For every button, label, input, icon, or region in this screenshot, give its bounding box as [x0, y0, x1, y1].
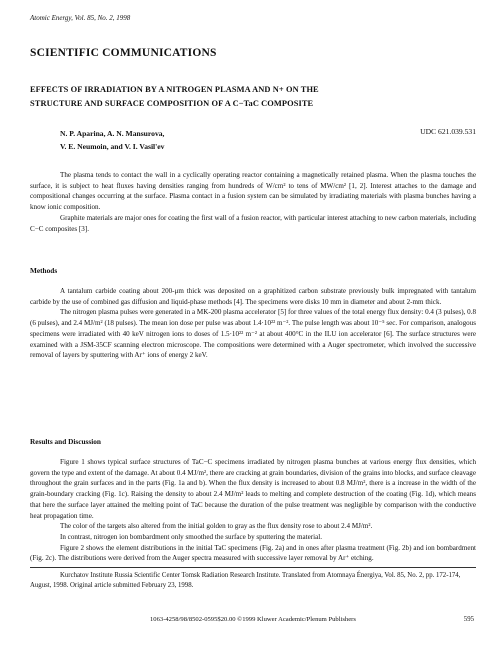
section-heading: SCIENTIFIC COMMUNICATIONS	[30, 47, 217, 59]
results-paragraph: Figure 2 shows the element distributions in the initial TaC specimens (Fig. 2a) and in ones after plasma treatment (Fig. 2b) and ion bombardment (Fig. 2c). The distributions were derived from the Auger spectra measured with successive layer removal by Ar⁺ etching.	[30, 543, 476, 563]
authors-line-2: V. E. Neumoin, and V. I. Vasil'ev	[60, 142, 165, 151]
intro-paragraph: Graphite materials are major ones for coating the first wall of a fusion reactor, with particular interest attaching to new carbon materials, including C−C composites [3].	[30, 213, 476, 233]
article-title	[30, 83, 480, 111]
methods-heading: Methods	[30, 266, 58, 275]
title-line-2: STRUCTURE AND SURFACE COMPOSITION OF A C−TaC COMPOSITE	[30, 99, 314, 108]
authors-line-1: N. P. Aparina, A. N. Mansurova,	[60, 129, 165, 138]
intro-section	[30, 170, 476, 234]
methods-section	[30, 286, 476, 361]
results-paragraph: The color of the targets also altered from the initial golden to gray as the flux density rose to about 2.4 MJ/m².	[60, 522, 373, 531]
udc-code: UDC 621.039.531	[420, 127, 476, 136]
results-heading: Results and Discussion	[30, 437, 101, 446]
results-section	[30, 457, 476, 564]
authors	[60, 127, 164, 153]
copyright-line: 1063-4258/98/8502-0595$20.00 ©1999 Kluwer Academic/Plenum Publishers	[150, 616, 356, 623]
footnote-divider	[30, 567, 476, 568]
footnote-text: Kurchatov Institute Russia Scientific Center Tomsk Radiation Research Institute. Translated from Atomnaya Énergiya, Vol. 85, No. 2, pp. 172-174, August, 1998. Original article submitted February 23, 1998.	[30, 572, 461, 589]
results-paragraph: In contrast, nitrogen ion bombardment only smoothed the surface by sputtering the material.	[60, 532, 323, 541]
intro-paragraph: The plasma tends to contact the wall in a cyclically operating reactor containing a magnetically retained plasma. When the plasma touches the surface, it is subject to heat fluxes having densities ranging from hundreds of W/cm² to tens of MW/cm² [1, 2]. Interest attaches to the damage and compositional changes occurring at the surface. Plasma contact in a fusion system can be simulated by irradiating materials with plasma bunches having a know ionic composition.	[30, 171, 476, 212]
methods-paragraph: The nitrogen plasma pulses were generated in a MK-200 plasma accelerator [5] for three values of the total energy flux density: 0.4 (3 pulses), 0.8 (6 pulses), and 2.4 MJ/m² (18 pulses). The mean ion dose per pulse was about 1.4·10²² m⁻². The pulse length was about 10⁻⁵ sec. For comparison, analogous specimens were irradiated with 40 keV nitrogen ions to doses of 1.5·10²² m⁻² at about 400°C in the ILU ion accelerator [6]. The surface structures were examined with a JSM-35CF scanning electron microscope. The compositions were determined with a Auger spectrometer, which involved the successive removal of layers by sputtering with Ar⁺ ions of energy 2 keV.	[30, 308, 476, 360]
footnote	[30, 571, 476, 591]
journal-header: Atomic Energy, Vol. 85, No. 2, 1998	[30, 14, 131, 22]
title-line-1: EFFECTS OF IRRADIATION BY A NITROGEN PLASMA AND N+ ON THE	[30, 85, 319, 94]
results-paragraph: Figure 1 shows typical surface structures of TaC−C specimens irradiated by nitrogen plasma bunches at various energy flux densities, which govern the type and extent of the damage. At about 0.4 MJ/m², there are cracking at grain boundaries, division of the grains into blocks, and surface cleavage throughout the grain surfaces and in the parts (Fig. 1a and b). When the flux density is increased to about 0.8 MJ/m², there is a increase in the width of the grain-boundary cracking (Fig. 1c). Raising the density to about 2.4 MJ/m² leads to melting and complete destruction of the coating (Fig. 1d), which means that here the surface layer attained the melting point of TaC because the duration of the pulse treatment was negligible by comparison with the conductive heat propagation time.	[30, 458, 476, 520]
page-number: 595	[463, 616, 474, 623]
methods-paragraph: A tantalum carbide coating about 200-μm thick was deposited on a graphitized carbon substrate previously bulk impregnated with tantalum carbide by the use of combined gas diffusion and liquid-phase methods [4]. The specimens were disks 10 mm in diameter and about 2-mm thick.	[30, 287, 476, 306]
